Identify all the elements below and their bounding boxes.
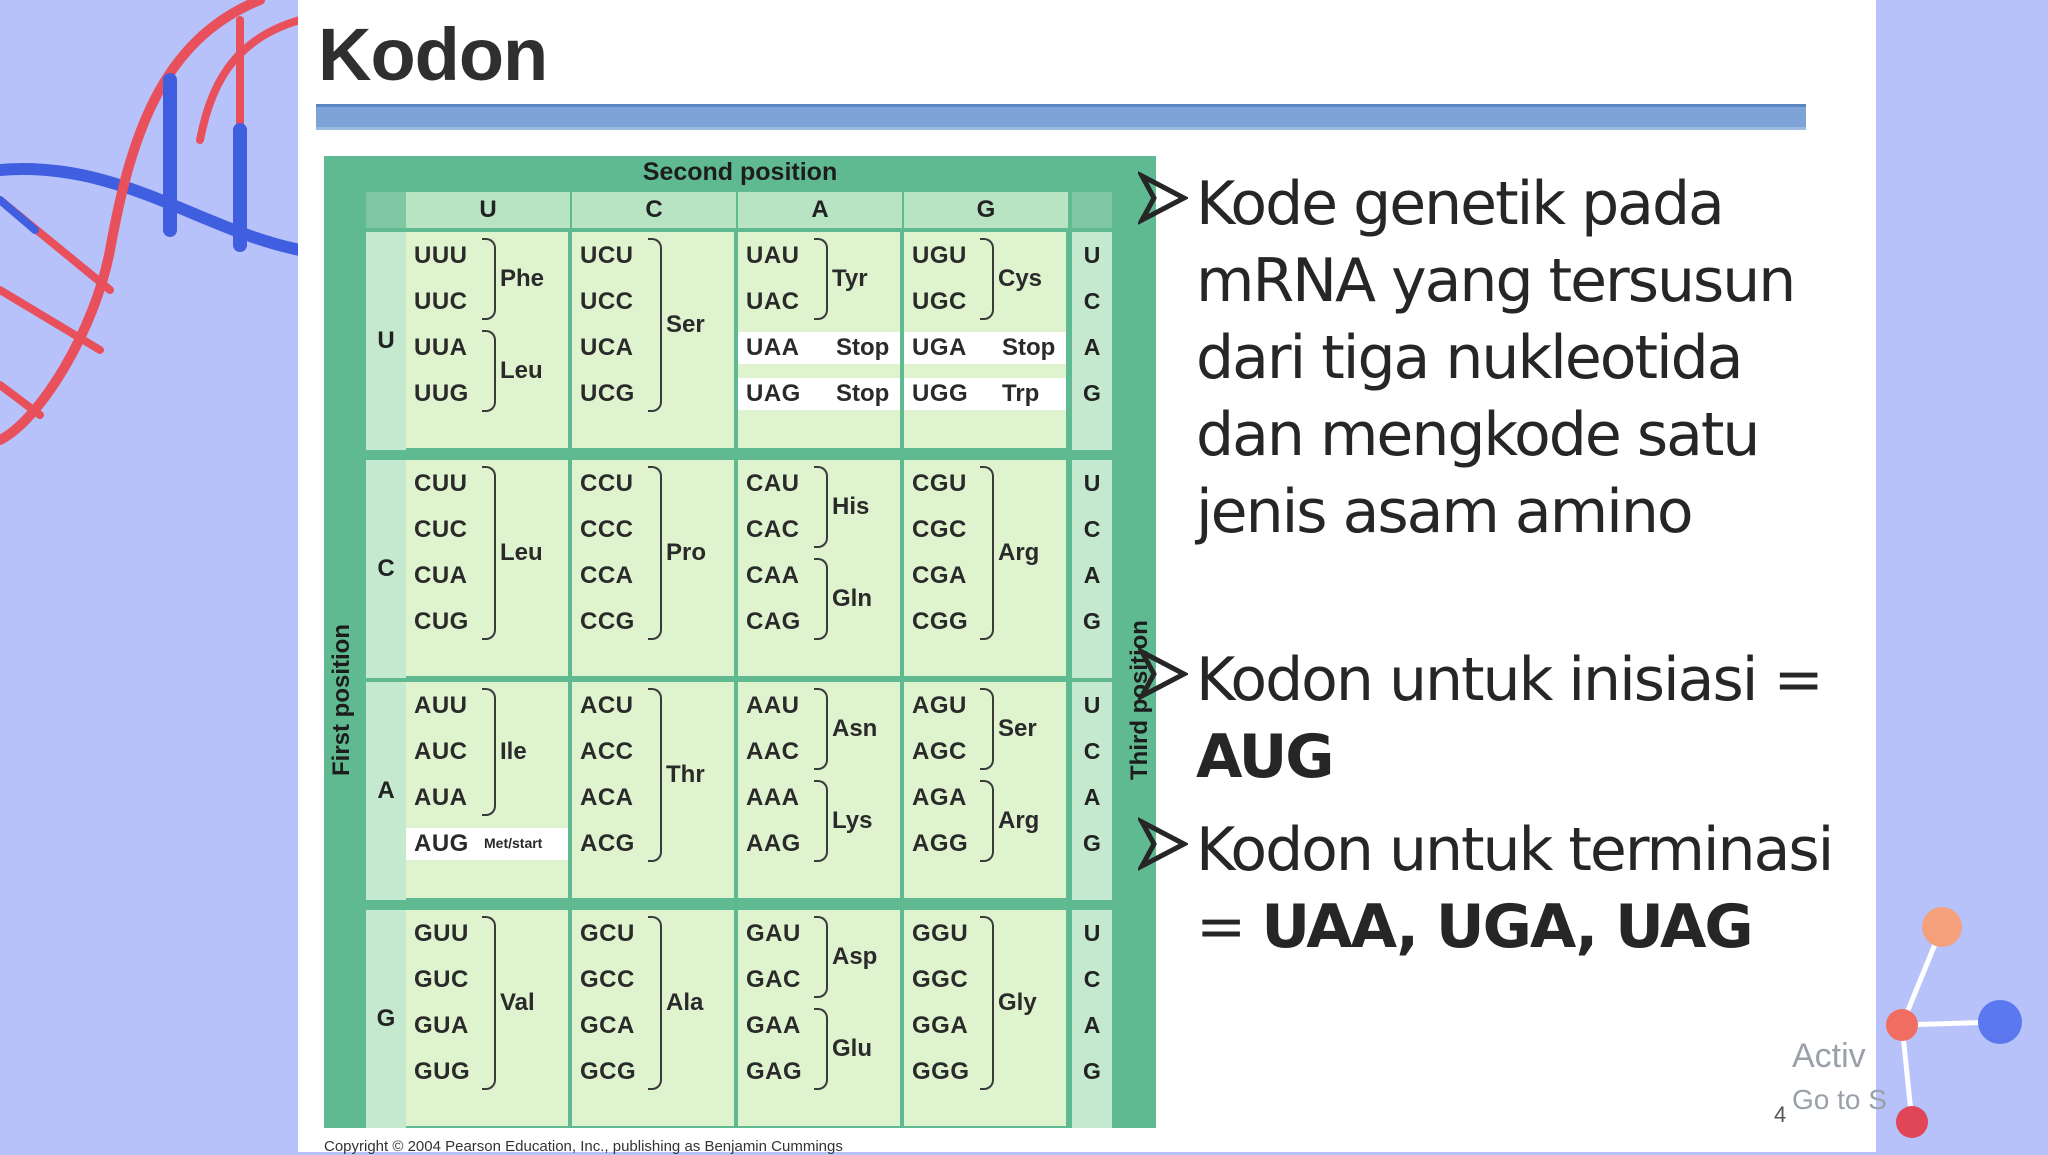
codon-text: GCA — [580, 1012, 635, 1039]
row-header-u: U — [366, 232, 406, 450]
third-position-letter: A — [1083, 1012, 1101, 1038]
row-header-g: G — [366, 910, 406, 1128]
column-header-a: A — [738, 192, 902, 228]
codon-text: GUG — [414, 1058, 471, 1085]
third-position-letter: G — [1083, 380, 1101, 406]
codon-text: AAA — [746, 784, 800, 811]
amino-acid-label: Glu — [832, 1035, 872, 1062]
codon-text: GGG — [912, 1058, 970, 1085]
brace-bracket — [814, 916, 828, 998]
codon-text: CCG — [580, 608, 635, 635]
arrow-bullet-icon — [1138, 814, 1188, 874]
codon-text: UAG — [746, 380, 801, 407]
codon-text: GUA — [414, 1012, 469, 1039]
codon-text: CCU — [580, 470, 634, 497]
codon-text: CCC — [580, 516, 634, 543]
third-position-letter: A — [1083, 334, 1101, 360]
amino-acid-label: Phe — [500, 265, 545, 292]
codon-text: ACG — [580, 830, 635, 857]
codon-text: CUU — [414, 470, 468, 497]
brace-bracket — [482, 330, 496, 412]
brace-bracket — [980, 916, 994, 1090]
amino-acid-label: Asn — [832, 715, 878, 742]
codon-text: AGG — [912, 830, 969, 857]
amino-acid-label: Arg — [998, 539, 1040, 566]
codon-text: GGA — [912, 1012, 969, 1039]
codon-text: UAA — [746, 334, 800, 361]
brace-bracket — [814, 780, 828, 862]
amino-acid-label: Ser — [666, 311, 705, 338]
arrow-bullet-icon — [1138, 168, 1188, 228]
bullet-termination-codon — [1196, 812, 1836, 966]
brace-bracket — [814, 688, 828, 770]
codon-text: CCA — [580, 562, 634, 589]
codon-text: CAG — [746, 608, 801, 635]
codon-text: UUA — [414, 334, 468, 361]
amino-acid-label: Val — [500, 989, 535, 1016]
codon-text: AUU — [414, 692, 468, 719]
codon-text: UCC — [580, 288, 634, 315]
codon-text: GCU — [580, 920, 635, 947]
bullet-initiation-codon — [1196, 642, 1836, 796]
slide-canvas — [298, 0, 1876, 1155]
codon-text: AUC — [414, 738, 468, 765]
third-position-letter: C — [1083, 966, 1101, 992]
amino-acid-label: Gln — [832, 585, 872, 612]
brace-bracket — [648, 238, 662, 412]
codon-text: UAU — [746, 242, 800, 269]
codon-text: UGU — [912, 242, 967, 269]
third-position-letter: C — [1083, 738, 1101, 764]
codon-text: GGU — [912, 920, 969, 947]
brace-bracket — [814, 1008, 828, 1090]
codon-text: GCC — [580, 966, 635, 993]
codon-text: UUU — [414, 242, 468, 269]
codon-text: UUC — [414, 288, 468, 315]
watermark-line2: Go to S — [1792, 1084, 1887, 1115]
codon-text: GUC — [414, 966, 469, 993]
amino-acid-label: Stop — [836, 334, 890, 361]
codon-text: CAU — [746, 470, 800, 497]
codon-text: GAG — [746, 1058, 803, 1085]
codon-text: UGA — [912, 334, 967, 361]
amino-acid-label: His — [832, 493, 870, 520]
brace-bracket — [648, 916, 662, 1090]
title-underline-bar — [316, 104, 1806, 130]
codon-text: CUG — [414, 608, 469, 635]
third-position-letter: G — [1083, 1058, 1101, 1084]
codon-text: UUG — [414, 380, 469, 407]
watermark-line1: Activ — [1792, 1037, 1866, 1075]
dna-helix-decoration — [0, 0, 300, 460]
third-position-letter: G — [1083, 608, 1101, 634]
brace-bracket — [482, 916, 496, 1090]
slide-title: Kodon — [318, 13, 548, 96]
codon-text: GAC — [746, 966, 801, 993]
codon-text: AGA — [912, 784, 967, 811]
amino-acid-label: Ala — [666, 989, 704, 1016]
amino-acid-label: Trp — [1002, 380, 1040, 407]
codon-text: CAA — [746, 562, 800, 589]
codon-text: GCG — [580, 1058, 637, 1085]
table-corner — [366, 192, 406, 228]
third-position-letter: U — [1083, 242, 1101, 268]
copyright-note: Copyright © 2004 Pearson Education, Inc., publishing as Benjamin Cummings — [324, 1138, 843, 1155]
codon-text: AAC — [746, 738, 800, 765]
brace-bracket — [648, 688, 662, 862]
bullet-text: Kode genetik pada mRNA yang tersusun dari tiga nukleotida dan mengkode satu jenis asam amino — [1196, 169, 1795, 547]
row-header-c: C — [366, 460, 406, 678]
codon-text: AUG — [414, 830, 469, 857]
amino-acid-label: Ser — [998, 715, 1037, 742]
brace-bracket — [814, 238, 828, 320]
codon-text: ACC — [580, 738, 634, 765]
brace-bracket — [482, 238, 496, 320]
codon-text: AUA — [414, 784, 468, 811]
codon-text: GUU — [414, 920, 469, 947]
codon-text: GAU — [746, 920, 801, 947]
amino-acid-label: Arg — [998, 807, 1040, 834]
codon-text: UGC — [912, 288, 967, 315]
codon-text: CUC — [414, 516, 468, 543]
amino-acid-label: Ile — [500, 738, 527, 765]
codon-text: GGC — [912, 966, 969, 993]
bullet-bold-value: UAA, UGA, UAG — [1261, 892, 1752, 962]
amino-acid-label: Cys — [998, 265, 1043, 292]
amino-acid-label: Pro — [666, 539, 707, 566]
bullet-bold-value: AUG — [1196, 722, 1333, 792]
codon-text: CGG — [912, 608, 969, 635]
bullet-text: Kodon untuk inisiasi = — [1196, 645, 1822, 715]
third-position-letter: A — [1083, 562, 1101, 588]
codon-text: CGA — [912, 562, 967, 589]
amino-acid-label: Thr — [666, 761, 705, 788]
codon-text: ACU — [580, 692, 634, 719]
codon-text: AAU — [746, 692, 800, 719]
second-position-label: Second position — [642, 158, 838, 186]
arrow-bullet-icon — [1138, 644, 1188, 704]
bullet-text: Kodon untuk terminasi = — [1196, 815, 1833, 962]
third-position-letter: U — [1083, 920, 1101, 946]
third-position-letter: U — [1083, 692, 1101, 718]
codon-text: GAA — [746, 1012, 801, 1039]
codon-text: CGU — [912, 470, 967, 497]
codon-text: AAG — [746, 830, 801, 857]
codon-text: AGC — [912, 738, 967, 765]
codon-text: UCG — [580, 380, 635, 407]
amino-acid-label: Leu — [500, 539, 543, 566]
codon-text: UGG — [912, 380, 969, 407]
brace-bracket — [980, 688, 994, 770]
column-header-g: G — [904, 192, 1068, 228]
amino-acid-label: Asp — [832, 943, 878, 970]
codon-text: ACA — [580, 784, 634, 811]
third-position-letter: G — [1083, 830, 1101, 856]
codon-text: UCA — [580, 334, 634, 361]
codon-text: CUA — [414, 562, 468, 589]
page-number: 4 — [1774, 1102, 1787, 1127]
column-header-c: C — [572, 192, 736, 228]
codon-text: CAC — [746, 516, 800, 543]
codon-text: UCU — [580, 242, 634, 269]
brace-bracket — [648, 466, 662, 640]
codon-text: AGU — [912, 692, 967, 719]
amino-acid-label: Gly — [998, 989, 1037, 1016]
amino-acid-label: Stop — [836, 380, 890, 407]
brace-bracket — [814, 466, 828, 548]
amino-acid-label: Stop — [1002, 334, 1056, 361]
codon-text: UAC — [746, 288, 800, 315]
third-position-letter: A — [1083, 784, 1101, 810]
codon-table — [324, 156, 1156, 1128]
third-position-label: Third position — [1126, 620, 1153, 780]
third-position-letter: C — [1083, 516, 1101, 542]
bullet-genetic-code — [1196, 166, 1836, 551]
molecule-decoration — [1860, 890, 2048, 1152]
column-header-u: U — [406, 192, 570, 228]
third-position-letter: U — [1083, 470, 1101, 496]
amino-acid-label: Leu — [500, 357, 543, 384]
first-position-label: First position — [328, 624, 355, 776]
codon-text: CGC — [912, 516, 967, 543]
brace-bracket — [814, 558, 828, 640]
table-corner — [1072, 192, 1112, 228]
brace-bracket — [482, 466, 496, 640]
brace-bracket — [980, 238, 994, 320]
third-position-letter: C — [1083, 288, 1101, 314]
amino-acid-label: Tyr — [832, 265, 868, 292]
amino-acid-label: Lys — [832, 807, 873, 834]
brace-bracket — [980, 466, 994, 640]
brace-bracket — [980, 780, 994, 862]
activation-watermark — [1792, 1034, 1887, 1122]
brace-bracket — [482, 688, 496, 816]
amino-acid-label: Met/start — [484, 835, 543, 851]
row-header-a: A — [366, 682, 406, 900]
